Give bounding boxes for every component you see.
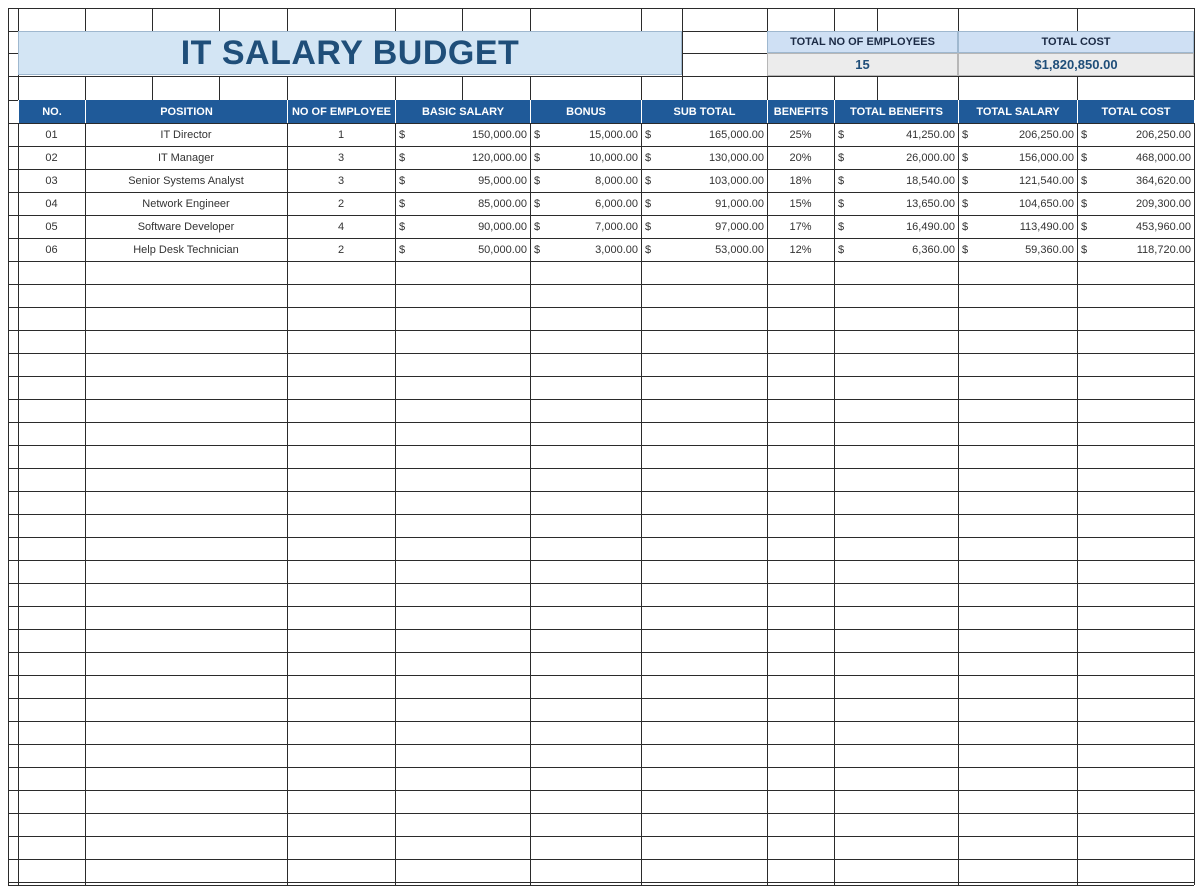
grid-vline <box>530 76 531 100</box>
cell-benefits[interactable]: 18% <box>789 174 812 187</box>
cell-total-salary[interactable]: 156,000.00 <box>1018 151 1074 164</box>
cell-basic[interactable]: 95,000.00 <box>478 174 527 187</box>
grid-hline <box>8 583 1194 584</box>
cell-benefits[interactable]: 25% <box>789 128 812 141</box>
grid-hline <box>8 675 1194 676</box>
grid-hline <box>8 790 1194 791</box>
column-header-total-salary[interactable]: TOTAL SALARY <box>958 100 1077 123</box>
cell-total-benefits[interactable]: 16,490.00 <box>906 220 955 233</box>
grid-hline <box>8 445 1194 446</box>
grid-hline <box>8 859 1194 860</box>
grid-vline <box>1077 76 1078 100</box>
cell-basic[interactable]: 150,000.00 <box>471 128 527 141</box>
cell-benefits[interactable]: 20% <box>789 151 812 164</box>
grid-vline <box>682 76 683 100</box>
grid-hline <box>8 836 1194 837</box>
cell-subtotal[interactable]: 165,000.00 <box>708 128 764 141</box>
grid-vline <box>641 76 642 100</box>
grid-hline <box>8 261 1194 262</box>
cell-no-of-employee[interactable]: 3 <box>337 151 345 164</box>
grid-hline <box>8 767 1194 768</box>
grid-hline <box>8 491 1194 492</box>
grid-hline <box>8 560 1194 561</box>
total-cost-label[interactable]: TOTAL COST <box>958 31 1194 53</box>
cell-currency-symbol[interactable]: $ <box>1081 243 1088 256</box>
column-header-benefits[interactable]: BENEFITS <box>767 100 834 123</box>
grid-vline <box>85 8 86 31</box>
grid-vline <box>834 76 835 100</box>
cell-position[interactable]: Senior Systems Analyst <box>128 174 244 187</box>
grid-vline <box>152 76 153 100</box>
cell-subtotal[interactable]: 91,000.00 <box>715 197 764 210</box>
cell-benefits[interactable]: 12% <box>789 243 812 256</box>
cell-total-cost[interactable]: 118,720.00 <box>1136 243 1191 256</box>
grid-hline <box>8 76 1194 77</box>
cell-currency-symbol[interactable]: $ <box>645 197 652 210</box>
grid-vline <box>462 76 463 100</box>
grid-vline <box>877 8 878 31</box>
grid-vline <box>1194 8 1195 31</box>
cell-basic[interactable]: 120,000.00 <box>471 151 527 164</box>
grid-vline <box>1194 31 1195 76</box>
cell-no[interactable]: 02 <box>45 151 58 164</box>
cell-total-benefits[interactable]: 26,000.00 <box>906 151 955 164</box>
cell-currency-symbol[interactable]: $ <box>962 220 969 233</box>
grid-vline <box>834 8 835 31</box>
grid-hline <box>8 330 1194 331</box>
grid-vline <box>287 76 288 100</box>
grid-vline <box>395 76 396 100</box>
column-header-total-cost[interactable]: TOTAL COST <box>1077 100 1194 123</box>
cell-currency-symbol[interactable]: $ <box>399 128 406 141</box>
cell-subtotal[interactable]: 97,000.00 <box>715 220 764 233</box>
cell-benefits[interactable]: 17% <box>789 220 812 233</box>
cell-bonus[interactable]: 8,000.00 <box>595 174 638 187</box>
cell-total-benefits[interactable]: 6,360.00 <box>912 243 955 256</box>
grid-hline <box>8 652 1194 653</box>
cell-subtotal[interactable]: 103,000.00 <box>708 174 764 187</box>
cell-no-of-employee[interactable]: 3 <box>337 174 345 187</box>
grid-hline <box>8 514 1194 515</box>
cell-basic[interactable]: 90,000.00 <box>478 220 527 233</box>
grid-hline <box>8 468 1194 469</box>
cell-bonus[interactable]: 7,000.00 <box>595 220 638 233</box>
cell-currency-symbol[interactable]: $ <box>399 220 406 233</box>
grid-vline <box>958 76 959 100</box>
cell-bonus[interactable]: 6,000.00 <box>595 197 638 210</box>
cell-currency-symbol[interactable]: $ <box>838 128 845 141</box>
cell-currency-symbol[interactable]: $ <box>399 174 406 187</box>
grid-vline <box>462 8 463 31</box>
grid-hline <box>8 698 1194 699</box>
column-header-basic-salary[interactable]: BASIC SALARY <box>395 100 530 123</box>
cell-currency-symbol[interactable]: $ <box>534 243 541 256</box>
cell-bonus[interactable]: 15,000.00 <box>589 128 638 141</box>
column-header-position[interactable]: POSITION <box>85 100 287 123</box>
cell-no-of-employee[interactable]: 2 <box>337 243 345 256</box>
cell-currency-symbol[interactable]: $ <box>962 128 969 141</box>
grid-vline <box>219 8 220 31</box>
grid-vline <box>1077 8 1078 31</box>
total-employees-label[interactable]: TOTAL NO OF EMPLOYEES <box>767 31 958 53</box>
cell-total-salary[interactable]: 113,490.00 <box>1019 220 1074 233</box>
cell-no[interactable]: 04 <box>45 197 58 210</box>
cell-currency-symbol[interactable]: $ <box>838 243 845 256</box>
cell-currency-symbol[interactable]: $ <box>1081 220 1088 233</box>
grid-vline <box>641 8 642 31</box>
grid-vline <box>1194 123 1195 885</box>
cell-currency-symbol[interactable]: $ <box>399 151 406 164</box>
total-employees-value[interactable]: 15 <box>767 53 958 76</box>
grid-hline <box>8 813 1194 814</box>
grid-vline <box>85 76 86 100</box>
cell-no-of-employee[interactable]: 1 <box>337 128 345 141</box>
cell-subtotal[interactable]: 130,000.00 <box>708 151 764 164</box>
cell-currency-symbol[interactable]: $ <box>1081 174 1088 187</box>
cell-total-salary[interactable]: 59,360.00 <box>1025 243 1074 256</box>
cell-currency-symbol[interactable]: $ <box>534 174 541 187</box>
cell-bonus[interactable]: 10,000.00 <box>589 151 638 164</box>
grid-hline <box>8 744 1194 745</box>
grid-vline <box>767 76 768 100</box>
cell-no[interactable]: 05 <box>45 220 58 233</box>
grid-vline <box>8 8 9 885</box>
cell-no[interactable]: 06 <box>45 243 58 256</box>
cell-currency-symbol[interactable]: $ <box>962 174 969 187</box>
grid-vline <box>395 8 396 31</box>
cell-currency-symbol[interactable]: $ <box>962 151 969 164</box>
total-cost-value[interactable]: $1,820,850.00 <box>958 53 1194 76</box>
cell-currency-symbol[interactable]: $ <box>399 243 406 256</box>
cell-currency-symbol[interactable]: $ <box>534 197 541 210</box>
cell-basic[interactable]: 50,000.00 <box>478 243 527 256</box>
grid-vline <box>958 8 959 31</box>
grid-hline <box>8 606 1194 607</box>
cell-no[interactable]: 01 <box>45 128 58 141</box>
cell-total-cost[interactable]: 364,620.00 <box>1135 174 1191 187</box>
cell-currency-symbol[interactable]: $ <box>1081 151 1088 164</box>
cell-total-benefits[interactable]: 41,250.00 <box>906 128 955 141</box>
grid-hline <box>8 399 1194 400</box>
cell-total-benefits[interactable]: 18,540.00 <box>906 174 955 187</box>
cell-currency-symbol[interactable]: $ <box>534 220 541 233</box>
cell-position[interactable]: Network Engineer <box>142 197 230 210</box>
cell-basic[interactable]: 85,000.00 <box>478 197 527 210</box>
cell-currency-symbol[interactable]: $ <box>534 128 541 141</box>
cell-total-cost[interactable]: 209,300.00 <box>1135 197 1191 210</box>
cell-total-salary[interactable]: 104,650.00 <box>1018 197 1074 210</box>
grid-vline <box>682 31 683 76</box>
grid-vline <box>877 76 878 100</box>
column-header-bonus[interactable]: BONUS <box>530 100 641 123</box>
cell-benefits[interactable]: 15% <box>789 197 812 210</box>
cell-currency-symbol[interactable]: $ <box>645 220 652 233</box>
cell-no-of-employee[interactable]: 2 <box>337 197 345 210</box>
cell-currency-symbol[interactable]: $ <box>399 197 406 210</box>
cell-currency-symbol[interactable]: $ <box>645 174 652 187</box>
cell-bonus[interactable]: 3,000.00 <box>595 243 638 256</box>
grid-vline <box>219 76 220 100</box>
cell-currency-symbol[interactable]: $ <box>645 243 652 256</box>
cell-currency-symbol[interactable]: $ <box>962 243 969 256</box>
grid-hline <box>8 885 1194 886</box>
grid-hline <box>8 537 1194 538</box>
cell-currency-symbol[interactable]: $ <box>838 174 845 187</box>
title-banner[interactable] <box>18 31 682 75</box>
grid-vline <box>1194 76 1195 100</box>
cell-total-salary[interactable]: 121,540.00 <box>1018 174 1074 187</box>
cell-position[interactable]: Software Developer <box>137 220 235 233</box>
cell-currency-symbol[interactable]: $ <box>1081 197 1088 210</box>
cell-total-cost[interactable]: 453,960.00 <box>1135 220 1191 233</box>
grid-vline <box>152 8 153 31</box>
grid-vline <box>530 8 531 31</box>
grid-hline <box>8 376 1194 377</box>
cell-currency-symbol[interactable]: $ <box>645 151 652 164</box>
grid-vline <box>287 8 288 31</box>
column-header-total-benefits[interactable]: TOTAL BENEFITS <box>834 100 958 123</box>
cell-currency-symbol[interactable]: $ <box>838 151 845 164</box>
grid-vline <box>682 8 683 31</box>
cell-currency-symbol[interactable]: $ <box>534 151 541 164</box>
grid-vline <box>767 8 768 31</box>
cell-position[interactable]: IT Director <box>160 128 212 141</box>
column-header-sub-total[interactable]: SUB TOTAL <box>641 100 767 123</box>
page-title: IT SALARY BUDGET <box>180 33 520 72</box>
grid-hline <box>8 629 1194 630</box>
cell-position[interactable]: IT Manager <box>157 151 215 164</box>
cell-total-cost[interactable]: 206,250.00 <box>1135 128 1191 141</box>
grid-hline <box>8 882 1194 883</box>
cell-currency-symbol[interactable]: $ <box>838 220 845 233</box>
grid-hline <box>8 422 1194 423</box>
cell-position[interactable]: Help Desk Technician <box>133 243 239 256</box>
cell-subtotal[interactable]: 53,000.00 <box>715 243 764 256</box>
cell-currency-symbol[interactable]: $ <box>645 128 652 141</box>
column-header-no-of-employee[interactable]: NO OF EMPLOYEE <box>287 100 395 123</box>
grid-hline <box>8 284 1194 285</box>
cell-currency-symbol[interactable]: $ <box>962 197 969 210</box>
cell-currency-symbol[interactable]: $ <box>1081 128 1088 141</box>
cell-total-benefits[interactable]: 13,650.00 <box>906 197 955 210</box>
cell-total-cost[interactable]: 468,000.00 <box>1135 151 1191 164</box>
column-header-no[interactable]: NO. <box>18 100 85 123</box>
cell-no[interactable]: 03 <box>45 174 58 187</box>
cell-total-salary[interactable]: 206,250.00 <box>1018 128 1074 141</box>
cell-currency-symbol[interactable]: $ <box>838 197 845 210</box>
grid-hline <box>8 721 1194 722</box>
grid-hline <box>8 8 1194 9</box>
cell-no-of-employee[interactable]: 4 <box>337 220 345 233</box>
grid-hline <box>8 353 1194 354</box>
grid-hline <box>8 307 1194 308</box>
